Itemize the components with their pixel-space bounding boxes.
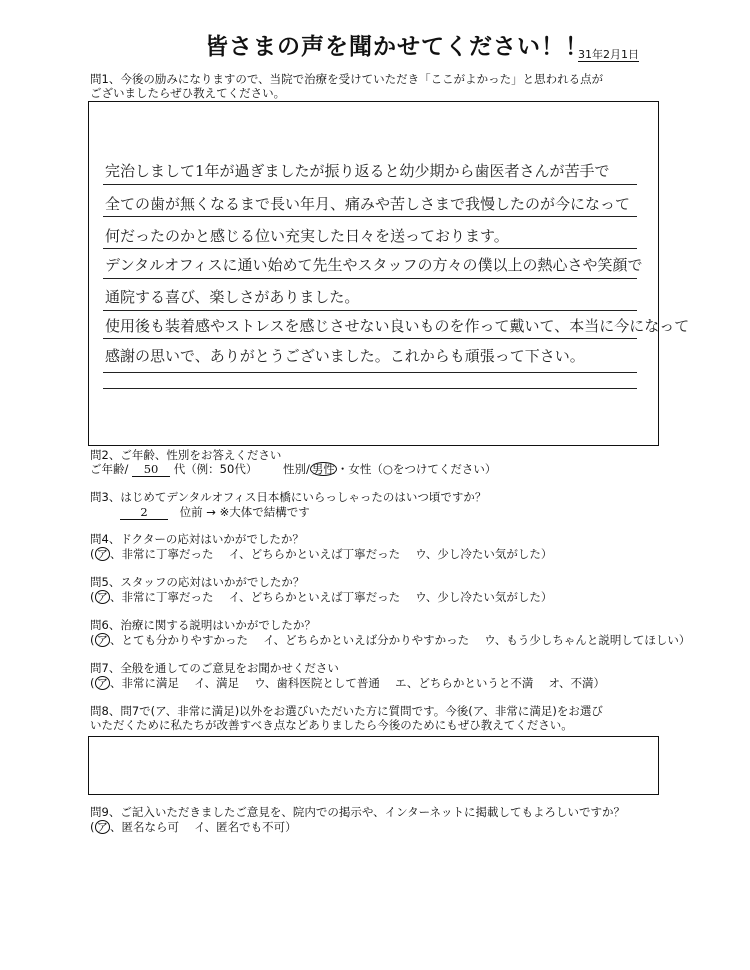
gender-male-circled[interactable]: 男性 — [311, 462, 335, 476]
answer-rule — [103, 278, 637, 279]
q8-label-line2: いただくために私たちが改善すべき点などありましたら今後のためにもぜひ教えてください。 — [90, 718, 573, 732]
q4-options-row: ( ア 、非常に丁寧だった イ、どちらかといえば丁寧だった ウ、少し冷たい気がした） — [90, 547, 553, 561]
q1-answer-line-7: 感謝の思いで、ありがとうございました。これからも頑張って下さい。 — [105, 347, 585, 365]
q6-label: 問6、治療に関する説明はいかがでしたか？ — [90, 618, 316, 632]
q3-answer-row — [120, 505, 310, 520]
answer-rule — [103, 388, 637, 389]
q3-suffix: 位前 → ※大体で結構です — [179, 505, 310, 519]
age-suffix: 代（例：50代） — [173, 462, 258, 476]
answer-rule — [103, 372, 637, 373]
gender-options: ・女性（○をつけてください） — [336, 462, 497, 476]
q4-label: 問4、ドクターの応対はいかがでしたか？ — [90, 532, 304, 546]
answer-rule — [103, 248, 637, 249]
q3-value[interactable]: 2 — [120, 505, 168, 520]
answer-rule — [103, 310, 637, 311]
q4-options: 、非常に丁寧だった イ、どちらかといえば丁寧だった ウ、少し冷たい気がした） — [110, 547, 553, 561]
q6-options: 、とても分かりやすかった イ、どちらかといえば分かりやすかった ウ、もう少しちゃんと説明してほしい） — [110, 633, 691, 647]
q7-selected-option[interactable]: ア — [96, 676, 108, 690]
q2-answer-row — [90, 462, 496, 477]
q1-label-line2: ございましたらぜひ教えてください。 — [90, 86, 286, 100]
q4-selected-option[interactable]: ア — [96, 547, 108, 561]
q1-label-line1: 問1、今後の励みになりますので、当院で治療を受けていただき「ここがよかった」と思われる点が — [90, 72, 604, 86]
q1-answer-line-5: 通院する喜び、楽しさがありました。 — [105, 288, 360, 306]
q7-options: 、非常に満足 イ、満足 ウ、歯科医院として普通 エ、どちらかというと不満 オ、不満） — [110, 676, 605, 690]
page-title: 皆さまの声を聞かせてください！！ — [205, 34, 589, 60]
q1-answer-line-4: デンタルオフィスに通い始めて先生やスタッフの方々の僕以上の熱心さや笑顔で — [105, 256, 643, 274]
q1-answer-line-1: 完治しまして1年が過ぎましたが振り返ると幼少期から歯医者さんが苦手で — [105, 162, 610, 180]
survey-date: 31年2月1日 — [578, 48, 639, 61]
q3-label: 問3、はじめてデンタルオフィス日本橋にいらっしゃったのはいつ頃ですか？ — [90, 490, 487, 504]
q9-selected-option[interactable]: ア — [96, 820, 108, 834]
q7-options-row: ( ア 、非常に満足 イ、満足 ウ、歯科医院として普通 エ、どちらかというと不満 オ、不満） — [90, 676, 605, 690]
q9-options: 、匿名なら可 イ、匿名でも不可） — [110, 820, 297, 834]
q9-options-row: ( ア 、匿名なら可 イ、匿名でも不可） — [90, 820, 297, 834]
q1-answer-line-3: 何だったのかと感じる位い充実した日々を送っております。 — [105, 227, 509, 245]
q6-options-row: ( ア 、とても分かりやすかった イ、どちらかといえば分かりやすかった ウ、もう少しちゃんと説明してほしい） — [90, 633, 691, 647]
q1-answer-line-6: 使用後も装着感やストレスを感じさせない良いものを作って戴いて、本当に今になって — [105, 317, 690, 335]
q5-options-row: ( ア 、非常に丁寧だった イ、どちらかといえば丁寧だった ウ、少し冷たい気がした） — [90, 590, 553, 604]
q5-options: 、非常に丁寧だった イ、どちらかといえば丁寧だった ウ、少し冷たい気がした） — [110, 590, 553, 604]
answer-rule — [103, 216, 637, 217]
q7-label: 問7、全般を通してのご意見をお聞かせください — [90, 661, 339, 675]
q8-label-line1: 問8、問7で(ア、非常に満足)以外をお選びいただいた方に質問です。今後(ア、非常に満足)をお選び — [90, 704, 603, 718]
q5-selected-option[interactable]: ア — [96, 590, 108, 604]
q9-label: 問9、ご記入いただきましたご意見を、院内での掲示や、インターネットに掲載してもよろしいですか？ — [90, 805, 626, 819]
q1-answer-line-2: 全ての歯が無くなるまで長い年月、痛みや苦しさまで我慢したのが今になって — [105, 195, 631, 213]
age-prefix: ご年齢/ — [90, 462, 129, 476]
q1-answer-box[interactable] — [88, 101, 690, 446]
gender-label: 性別/ — [282, 462, 310, 476]
q6-selected-option[interactable]: ア — [96, 633, 108, 647]
answer-rule — [103, 184, 637, 185]
q8-answer-box[interactable] — [88, 736, 659, 795]
q5-label: 問5、スタッフの応対はいかがでしたか？ — [90, 575, 305, 589]
q2-label: 問2、ご年齢、性別をお答えください — [90, 448, 282, 462]
age-value[interactable]: 50 — [132, 462, 170, 477]
answer-rule — [103, 338, 637, 339]
